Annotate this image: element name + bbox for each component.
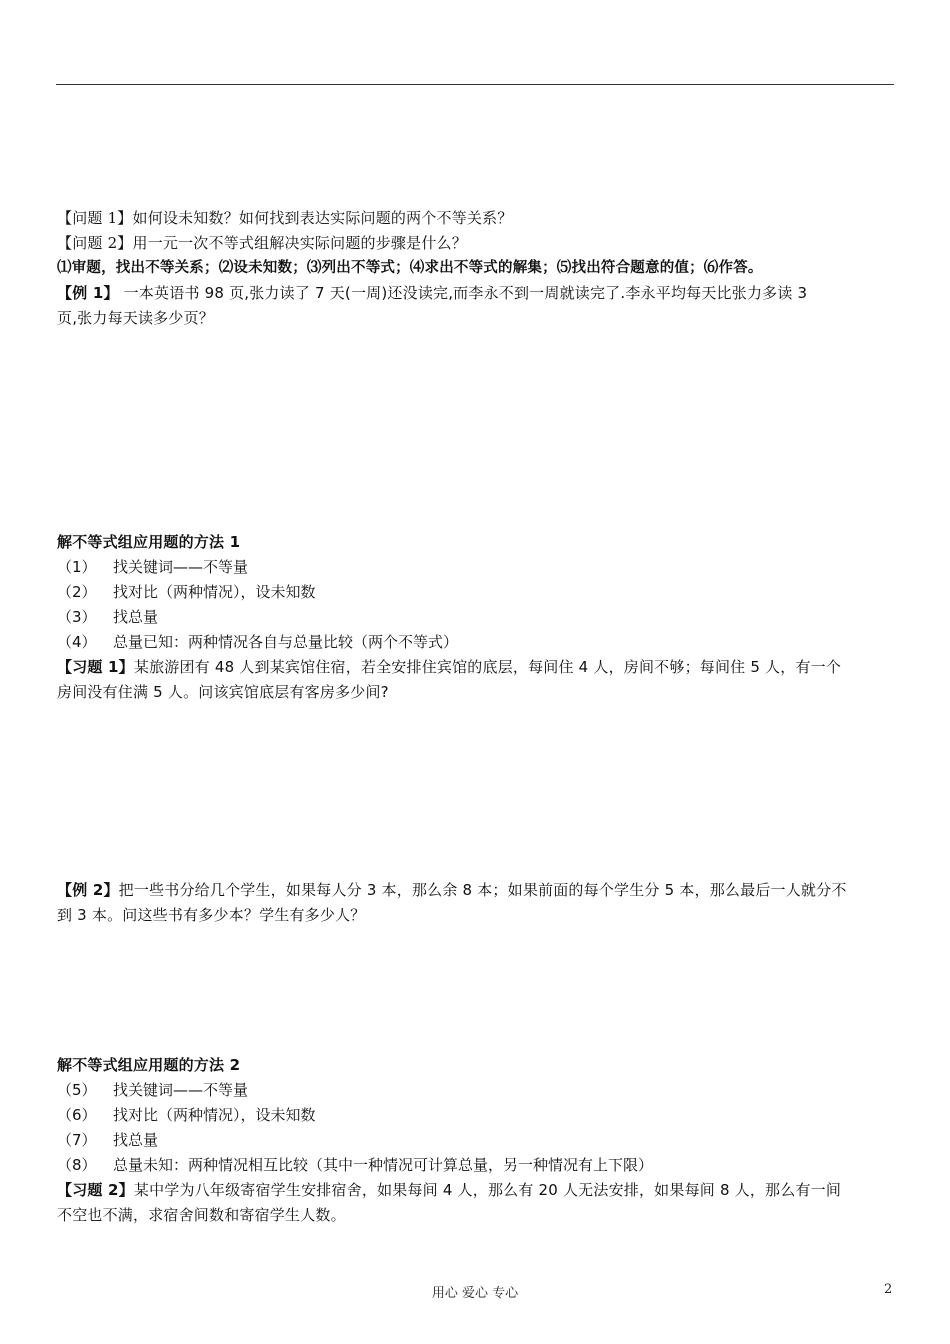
- method-1-item: [57, 580, 316, 604]
- method-2-item-num: （6）: [57, 1106, 97, 1124]
- exercise-1-label: 【习题 1】: [57, 658, 134, 676]
- footer-motto: 用心 爱心 专心: [431, 1286, 519, 1301]
- exercise-1-line-2: 房间没有住满 5 人。问该宾馆底层有客房多少间?: [57, 683, 389, 701]
- method-2-item-text: 找对比（两种情况），设未知数: [113, 1106, 316, 1124]
- example-1-line-2: 页,张力每天读多少页？: [57, 309, 214, 327]
- exercise-2-line-2: 不空也不满，求宿舍间数和寄宿学生人数。: [57, 1206, 346, 1224]
- header-rule: [56, 84, 894, 85]
- question-1: 【问题 1】如何设未知数？如何找到表达实际问题的两个不等关系？: [57, 209, 513, 227]
- method-1-item-num: （2）: [57, 583, 97, 601]
- method-1-item: [57, 555, 248, 579]
- method-1-title: 解不等式组应用题的方法 1: [57, 533, 241, 551]
- example-1-text-1: 一本英语书 98 页,张力读了 7 天(一周)还没读完,而李永不到一周就读完了.李永平均每天比张力多读 3: [118, 284, 808, 302]
- method-1-item-num: （4）: [57, 633, 97, 651]
- method-2-item: [57, 1153, 653, 1177]
- method-2-item-text: 找关键词——不等量: [113, 1081, 249, 1099]
- method-2-title: 解不等式组应用题的方法 2: [57, 1056, 241, 1074]
- method-2-item: [57, 1078, 248, 1102]
- method-2-item: [57, 1103, 316, 1127]
- example-1-label: 【例 1】: [57, 284, 119, 302]
- method-1-item-text: 找总量: [113, 608, 159, 626]
- example-2-text-1: 把一些书分给几个学生，如果每人分 3 本，那么余 8 本；如果前面的每个学生分 5 本，那么最后一人就分不: [118, 881, 847, 899]
- exercise-2-text-1: 某中学为八年级寄宿学生安排宿舍，如果每间 4 人，那么有 20 人无法安排，如果每间 8 人，那么有一间: [133, 1181, 842, 1199]
- method-1-item: [57, 605, 158, 629]
- solution-steps: ⑴审题，找出不等关系；⑵设未知数；⑶列出不等式；⑷求出不等式的解集；⑸找出符合题意的值；⑹作答。: [57, 260, 763, 276]
- example-2-line-2: 到 3 本。问这些书有多少本？学生有多少人？: [57, 906, 366, 924]
- question-2: 【问题 2】用一元一次不等式组解决实际问题的步骤是什么？: [57, 234, 467, 252]
- method-2-item-num: （5）: [57, 1081, 97, 1099]
- method-1-item-text: 总量已知：两种情况各自与总量比较（两个不等式）: [113, 633, 459, 651]
- example-2-line-1: [57, 878, 847, 902]
- example-2-label: 【例 2】: [57, 881, 119, 899]
- method-1-item-num: （1）: [57, 558, 97, 576]
- method-2-item-text: 找总量: [113, 1131, 159, 1149]
- method-1-item-text: 找关键词——不等量: [113, 558, 249, 576]
- exercise-1-text-1: 某旅游团有 48 人到某宾馆住宿，若全安排住宾馆的底层，每间住 4 人，房间不够；每间住 5 人，有一个: [133, 658, 842, 676]
- method-1-item-num: （3）: [57, 608, 97, 626]
- method-1-item: [57, 630, 458, 654]
- method-2-item-text: 总量未知：两种情况相互比较（其中一种情况可计算总量，另一种情况有上下限）: [113, 1156, 654, 1174]
- exercise-2-label: 【习题 2】: [57, 1181, 134, 1199]
- page-number: 2: [884, 1282, 893, 1297]
- method-2-item-num: （8）: [57, 1156, 97, 1174]
- example-1-line-1: [57, 281, 807, 305]
- exercise-2-line-1: [57, 1178, 841, 1202]
- exercise-1-line-1: [57, 655, 841, 679]
- method-2-item-num: （7）: [57, 1131, 97, 1149]
- method-2-item: [57, 1128, 158, 1152]
- method-1-item-text: 找对比（两种情况），设未知数: [113, 583, 316, 601]
